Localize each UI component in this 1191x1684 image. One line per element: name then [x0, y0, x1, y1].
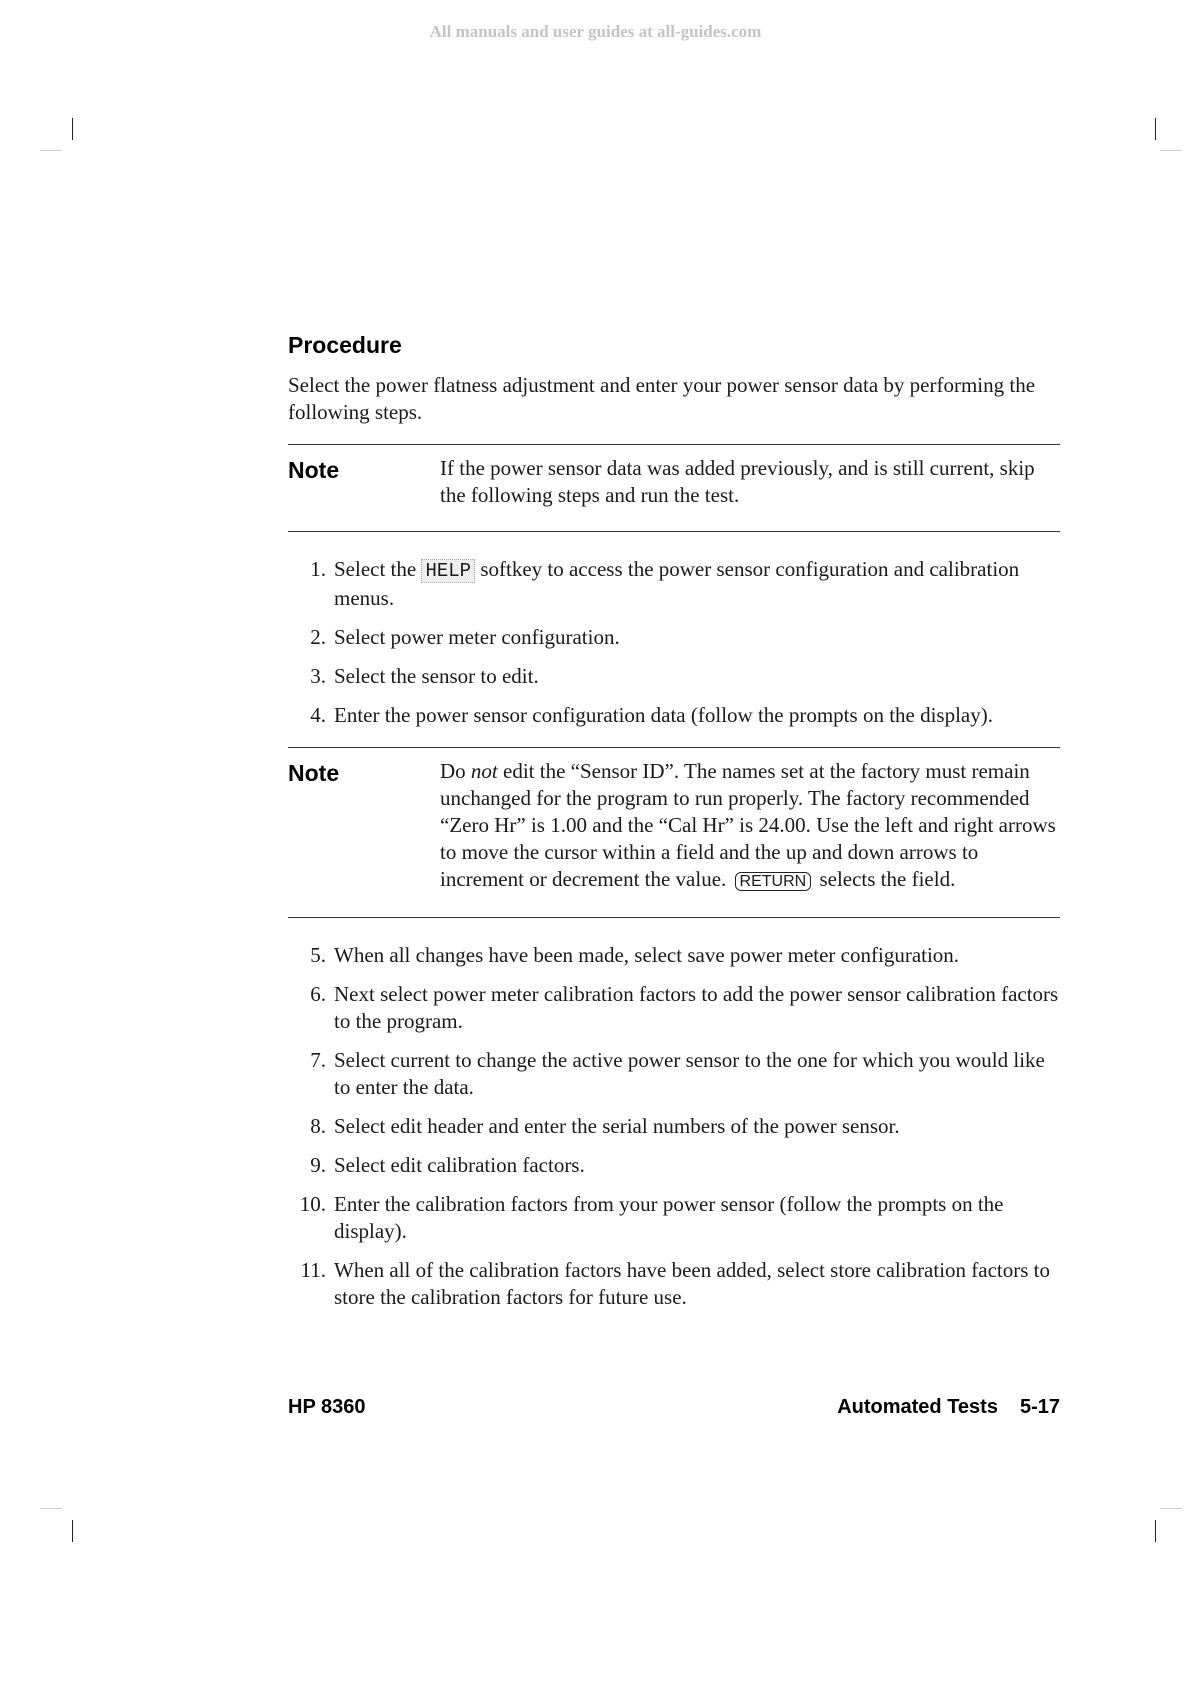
list-item [288, 942, 1060, 969]
return-key: RETURN [735, 872, 812, 891]
step-number: 3. [310, 664, 326, 688]
crop-mark [1160, 1508, 1182, 1509]
steps-list [288, 942, 1060, 1311]
list-item [288, 1113, 1060, 1140]
list-item [288, 1047, 1060, 1101]
step-text: Enter the calibration factors from your power sensor (follow the prompts on the display). [334, 1192, 1004, 1243]
help-softkey: HELP [421, 559, 475, 583]
step-text: Next select power meter calibration factors to add the power sensor calibration factors to the program. [334, 982, 1059, 1033]
crop-mark [1155, 1520, 1156, 1542]
step-text: When all of the calibration factors have been added, select store calibration factors to store the calibration factors for future use. [334, 1258, 1051, 1309]
step-text-pre: Select the [334, 557, 417, 581]
crop-mark [72, 118, 73, 140]
step-number: 9. [310, 1153, 326, 1177]
step-text [326, 556, 1060, 612]
step-text-post: softkey to access the power sensor configuration and calibration menus. [334, 557, 1020, 610]
step-number: 11. [300, 1258, 326, 1282]
steps-list [288, 556, 1060, 729]
step-number: 5. [310, 943, 326, 967]
list-item [288, 981, 1060, 1035]
section-title: Procedure [288, 332, 402, 358]
note-text [440, 756, 1060, 895]
note-box [288, 444, 1060, 532]
intro-paragraph: Select the power flatness adjustment and enter your power sensor data by performing the following steps. [288, 373, 1036, 424]
step-text: Select power meter configuration. [334, 625, 620, 649]
note-label: Note [288, 457, 340, 483]
crop-mark [1155, 118, 1156, 140]
footer-model: HP 8360 [288, 1396, 366, 1418]
step-text: Enter the power sensor configuration data (follow the prompts on the display). [334, 703, 993, 727]
list-item [288, 1191, 1060, 1245]
note-text-part: edit the “Sensor ID”. The names set at the factory must remain unchanged for the program to run properly. The factory recommended “Zero Hr” is 1.00 and the “Cal Hr” is 24.00. Use the left and right arrows to move the cursor within a field and the up and down arrows to increment or decrement the value. [440, 759, 1056, 891]
crop-mark [40, 1508, 62, 1509]
note-text: If the power sensor data was added previously, and is still current, skip the following steps and run the test. [440, 456, 1035, 507]
step-text: Select current to change the active power sensor to the one for which you would like to enter the data. [334, 1048, 1045, 1099]
crop-mark [1160, 150, 1182, 151]
step-text: Select edit calibration factors. [334, 1153, 585, 1177]
page-number: 5-17 [1019, 1396, 1060, 1418]
step-number: 7. [310, 1048, 326, 1072]
step-text: Select edit header and enter the serial numbers of the power sensor. [334, 1114, 900, 1138]
note-emphasis: not [470, 759, 498, 783]
list-item [288, 624, 1060, 651]
note-label: Note [288, 760, 340, 786]
footer-right [837, 1396, 1060, 1419]
note-text-part: Do [440, 759, 466, 783]
step-number: 1. [310, 557, 326, 581]
step-text: When all changes have been made, select save power meter configuration. [334, 943, 960, 967]
step-text: Select the sensor to edit. [334, 664, 539, 688]
step-number: 2. [310, 625, 326, 649]
watermark: All manuals and user guides at all-guides.com [429, 22, 762, 41]
list-item [288, 663, 1060, 690]
list-item [288, 1152, 1060, 1179]
list-item [288, 702, 1060, 729]
note-box [288, 747, 1060, 918]
crop-mark [40, 150, 62, 151]
step-number: 4. [310, 703, 326, 727]
page-footer [288, 1396, 1060, 1419]
crop-mark [72, 1520, 73, 1542]
footer-chapter: Automated Tests [837, 1396, 998, 1418]
note-text-part: selects the field. [819, 867, 956, 891]
list-item [288, 1257, 1060, 1311]
list-item [288, 556, 1060, 612]
page-content [288, 330, 1060, 1323]
step-number: 10. [299, 1192, 326, 1216]
step-number: 6. [310, 982, 326, 1006]
step-number: 8. [310, 1114, 326, 1138]
